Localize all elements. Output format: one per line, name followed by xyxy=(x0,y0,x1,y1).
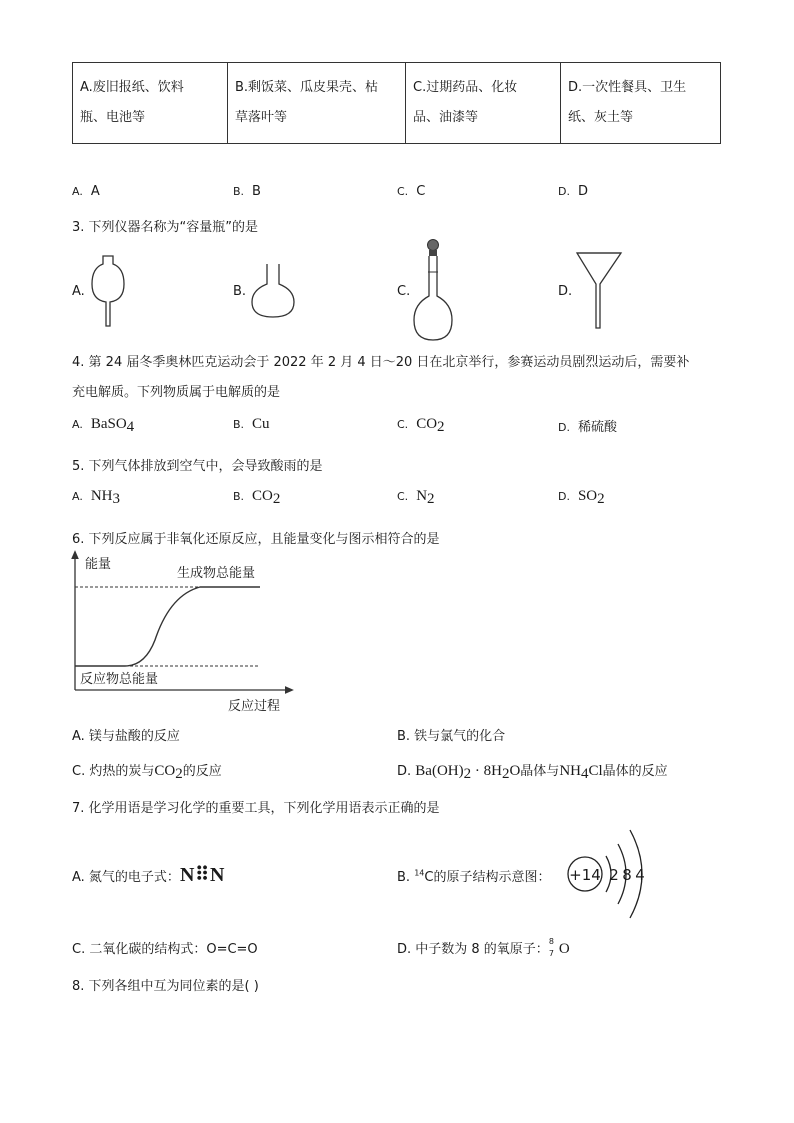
q2-option-d[interactable]: D. D xyxy=(558,184,588,199)
q5-option-c[interactable]: C. $N_2$ xyxy=(397,488,435,507)
q3-option-a[interactable]: A. xyxy=(72,284,85,299)
q4-stem-line-1: 4. 第 24 届冬季奥林匹克运动会于 2022 年 2 月 4 日～20 日在北京举行，参赛运动员剧烈运动后，需要补 xyxy=(72,355,690,370)
waste-category-table xyxy=(72,62,721,144)
shell-2-electrons: 8 xyxy=(622,866,632,884)
q2-option-a[interactable]: A. A xyxy=(72,184,100,199)
table-cell-c: C.过期药品、化妆 品、油漆等 xyxy=(406,63,561,144)
q8-stem: 8. 下列各组中互为同位素的是( ) xyxy=(72,979,259,994)
table-cell-b: B.剩饭菜、瓜皮果壳、枯 草落叶等 xyxy=(228,63,406,144)
q3-option-b[interactable]: B. xyxy=(233,284,247,299)
volumetric-flask-icon xyxy=(412,238,454,344)
q5-option-b[interactable]: B. $CO_2$ xyxy=(233,488,281,507)
q6-option-b[interactable]: B. 铁与氯气的化合 xyxy=(397,729,506,744)
q4-option-c[interactable]: C. $CO_2$ xyxy=(397,416,445,435)
q4-stem-line-2: 充电解质。下列物质属于电解质的是 xyxy=(72,385,281,400)
atomic-structure-diagram xyxy=(562,824,662,924)
q5-stem: 5. 下列气体排放到空气中，会导致酸雨的是 xyxy=(72,459,323,474)
q4-option-b[interactable]: B. Cu xyxy=(233,416,270,432)
q7-option-c[interactable]: C. 二氧化碳的结构式：O=C=O xyxy=(72,942,258,957)
table-cell-a: A.废旧报纸、饮料 瓶、电池等 xyxy=(73,63,228,144)
energy-diagram xyxy=(60,550,300,718)
q7-option-d[interactable]: D. 中子数为 8 的氧原子： 8 7 O xyxy=(397,936,570,958)
reactant-energy-label: 反应物总能量 xyxy=(80,672,159,687)
q2-option-b[interactable]: B. B xyxy=(233,184,261,199)
q2-option-c[interactable]: C. C xyxy=(397,184,426,199)
product-energy-label: 生成物总能量 xyxy=(177,566,256,581)
shell-3-electrons: 4 xyxy=(635,866,645,884)
q7-option-a[interactable]: A. 氮气的电子式：N⠿N xyxy=(72,864,225,886)
q3-option-d[interactable]: D. xyxy=(558,284,573,299)
shell-1-electrons: 2 xyxy=(609,866,619,884)
q4-option-a[interactable]: A. BaSO$_4$ xyxy=(72,416,135,435)
y-axis-label: 能量 xyxy=(85,557,112,572)
q3-option-c[interactable]: C. xyxy=(397,284,411,299)
q6-option-a[interactable]: A. 镁与盐酸的反应 xyxy=(72,729,180,744)
q6-stem: 6. 下列反应属于非氧化还原反应，且能量变化与图示相符合的是 xyxy=(72,532,440,547)
q6-option-d[interactable]: D. $Ba(OH)_2 \cdot 8H_2O$晶体与$NH_4Cl$晶体的反应 xyxy=(397,763,668,782)
q5-option-d[interactable]: D. $SO_2$ xyxy=(558,488,605,507)
q4-option-d[interactable]: D. 稀硫酸 xyxy=(558,420,617,435)
q3-stem: 3. 下列仪器名称为“容量瓶”的是 xyxy=(72,220,259,235)
energy-curve xyxy=(75,587,260,666)
q7-stem: 7. 化学用语是学习化学的重要工具，下列化学用语表示正确的是 xyxy=(72,801,440,816)
nucleus-charge: +14 xyxy=(569,866,601,884)
funnel-icon xyxy=(574,250,624,330)
q7-option-b[interactable]: B. $^{14}$C的原子结构示意图： xyxy=(397,868,551,885)
q6-option-c[interactable]: C. 灼热的炭与$CO_2$的反应 xyxy=(72,763,222,782)
q5-option-a[interactable]: A. $NH_3$ xyxy=(72,488,120,507)
round-flask-icon xyxy=(248,262,298,320)
round-bottom-flask-with-stem-icon xyxy=(86,254,130,328)
table-cell-d: D.一次性餐具、卫生 纸、灰土等 xyxy=(561,63,721,144)
x-axis-label: 反应过程 xyxy=(228,699,281,714)
